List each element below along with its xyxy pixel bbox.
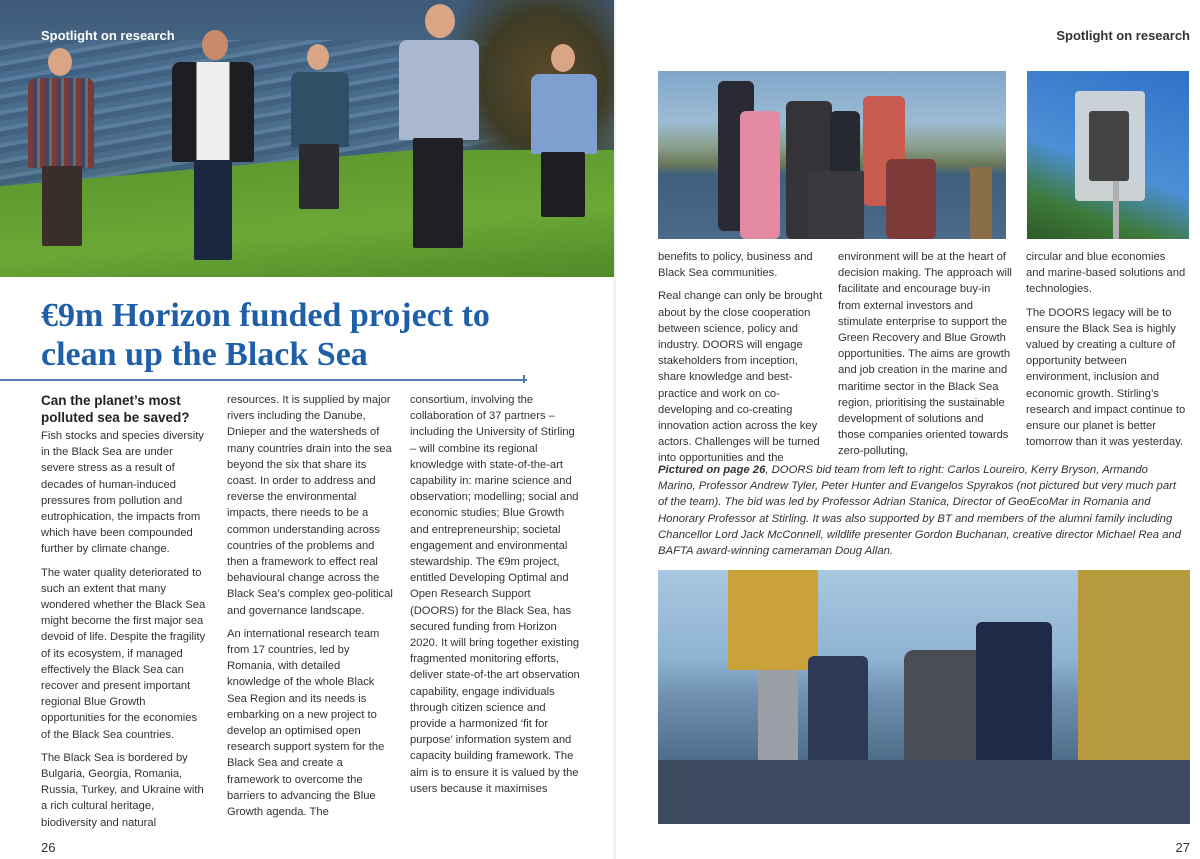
column-2	[227, 392, 395, 827]
paragraph: environment will be at the heart of decision making. The approach will facilitate and encourage buy-in from external investors and stimulate enterprise to support the Green Recovery and Blue Growth opportunities. The aims are growth and job creation in the marine and maritime sector in the Black Sea region, prioritising the sustainable development of solutions and those companies oriented towards zero-polluting,	[838, 251, 1012, 458]
crew-photo	[658, 71, 1006, 239]
paragraph: The Black Sea is bordered by Bulgaria, Georgia, Romania, Russia, Turkey, and Ukraine with a rich cultural heritage, biodiversity and natural	[41, 751, 204, 829]
sensor-photo	[1027, 71, 1189, 239]
column-3	[410, 392, 580, 804]
caption-lead: Pictured on page 26	[658, 464, 766, 476]
paragraph: An international research team from 17 countries, led by Romania, with detailed knowledge of the whole Black Sea Region and its needs is embarking on a new project to develop an optimised open research support system for the Black Sea and create a framework to overcome the barriers to advancing the Blue Growth agenda. The	[227, 627, 385, 819]
person-2	[168, 30, 258, 270]
paragraph: benefits to policy, business and Black Sea communities.	[658, 251, 813, 280]
ship-deck-photo	[658, 570, 1190, 824]
person-1	[22, 48, 102, 248]
person-3	[285, 44, 355, 209]
page-number-left: 26	[41, 840, 56, 855]
article-title	[41, 296, 561, 374]
lead-question: Can the planet’s most polluted sea be saved?	[41, 393, 190, 425]
person-5	[527, 44, 602, 219]
paragraph: Fish stocks and species diversity in the Black Sea are under severe stress as a result of decades of human-induced pressures from pollution and eutrophication, the impacts from which have been compounded further by climate change.	[41, 430, 204, 556]
team-photo	[0, 0, 616, 277]
section-label-left: Spotlight on research	[41, 28, 175, 43]
paragraph: Real change can only be brought about by the close cooperation between science, policy and industry. DOORS will engage stakeholders from inception, share knowledge and best-practice and work on co-developing and co-creating innovation action across the key actors. Challenges will be turned into opportunities and the	[658, 290, 823, 465]
section-label-right: Spotlight on research	[1056, 28, 1190, 43]
paragraph: The DOORS legacy will be to ensure the Black Sea is highly valued by creating a culture of opportunity between environment, inclusion and economic growth. Stirling’s research and impact continue to ensure our planet is better tomorrow than it was yesterday.	[1026, 306, 1186, 449]
title-line-1: €9m Horizon funded project to	[41, 297, 490, 334]
title-rule-end	[523, 375, 525, 383]
column-6	[1026, 249, 1186, 457]
column-5	[838, 249, 1013, 467]
photo-caption	[658, 462, 1188, 559]
page-number-right: 27	[1175, 840, 1190, 855]
right-page	[616, 0, 1200, 859]
paragraph: consortium, involving the collaboration of 37 partners – including the University of Stirling – will combine its regional knowledge with state-of-the-art capability in: marine science and observation; modelling; social and economic studies; Blue Growth and entrepreneurship; societal engagement and environmental stewardship. The €9m project, entitled Developing Optimal and Open Research Support (DOORS) for the Black Sea, has secured funding from Horizon 2020. It will bring together existing fragmented monitoring efforts, deliver state-of-the art observation capability, engage individuals through citizen science and provide a harmonized ‘fit for purpose’ information system and capacity building framework. The aim is to ensure it is valued by the users because it maximises	[410, 394, 580, 795]
paragraph: The water quality deteriorated to such an extent that many wondered whether the Black Sea might become the first major sea devoid of life. Despite the fragility of its ecosystem, if managed effectively the Black Sea can recover and present important regional Blue Growth opportunities for the economies of the Black Sea countries.	[41, 566, 206, 741]
person-4	[395, 4, 485, 254]
paragraph: circular and blue economies and marine-based solutions and technologies.	[1026, 251, 1186, 296]
column-4	[658, 249, 828, 474]
column-1	[41, 392, 209, 838]
paragraph: resources. It is supplied by major rivers including the Danube, Dnieper and the watersheds of many countries drain into the sea beyond the six that share its coast. In order to address and reverse the environmental impacts, there needs to be a common understanding across countries of the problems and then a framework to effect real behavioural change across the Black Sea’s complex geo-political and governance landscape.	[227, 394, 393, 617]
title-rule	[0, 379, 527, 381]
caption-text: , DOORS bid team from left to right: Carlos Loureiro, Kerry Bryson, Armando Marino, Professor Andrew Tyler, Peter Hunter and Evangelos Spyrakos (not pictured but very much part of the team). The bid was led by Professor Adrian Stanica, Director of GeoEcoMar in Romania and Honorary Professor at Stirling. It was also supported by BT and members of the alumni family including Chancellor Lord Jack McConnell, wildlife presenter Gordon Buchanan, creative director Michael Rea and BAFTA award-winning cameraman Doug Allan.	[658, 464, 1182, 558]
title-line-2: clean up the Black Sea	[41, 336, 368, 373]
